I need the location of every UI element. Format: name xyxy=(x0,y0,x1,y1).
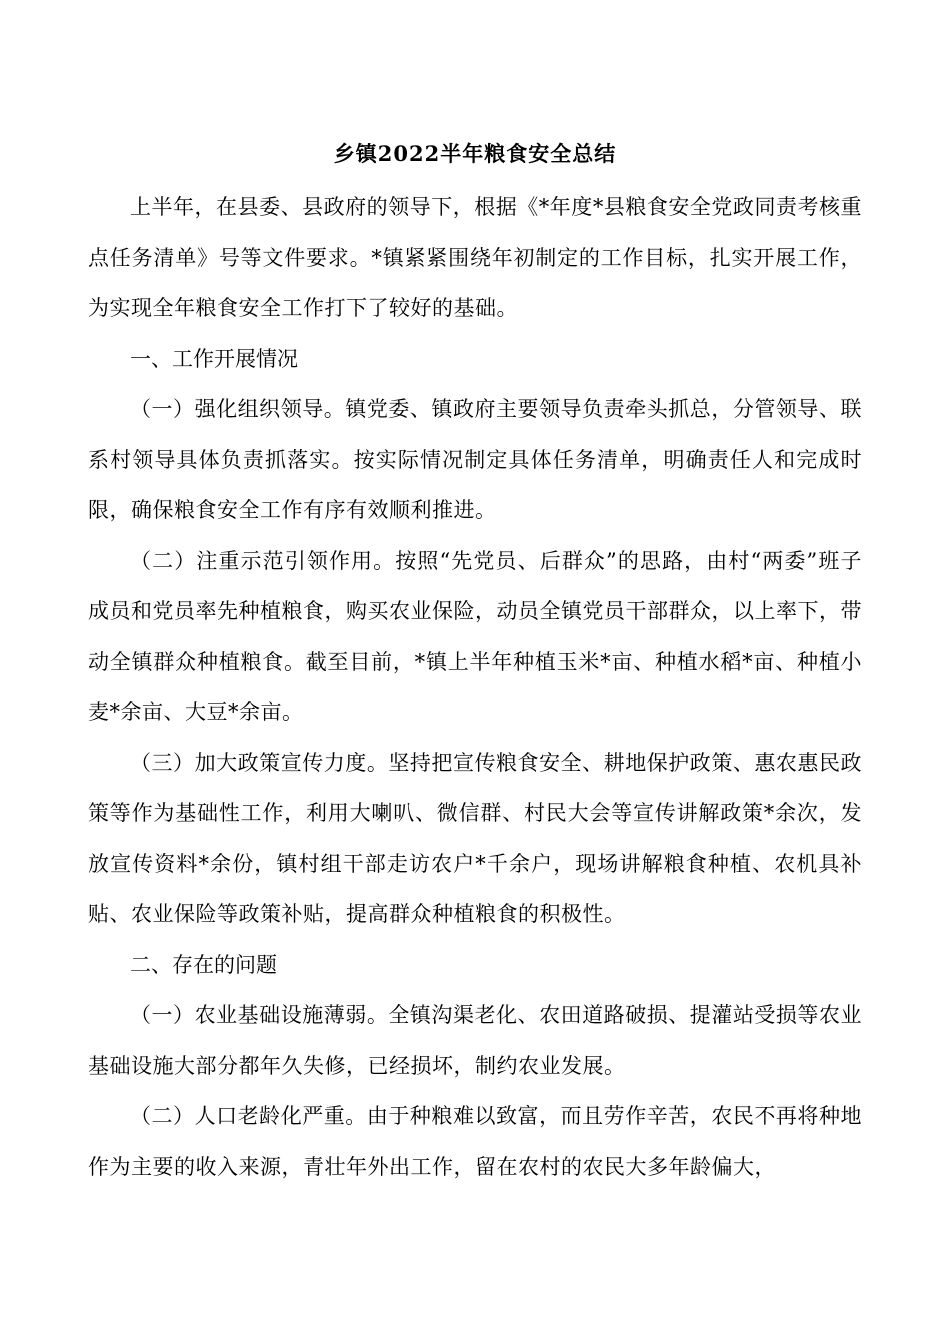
paragraph-organization-leadership: （一）强化组织领导。镇党委、镇政府主要领导负责牵头抓总，分管领导、联系村领导具体负责抓落实。按实际情况制定具体任务清单，明确责任人和完成时限，确保粮食安全工作有序有效顺利推进。 xyxy=(88,397,862,522)
paragraph-policy-publicity: （三）加大政策宣传力度。坚持把宣传粮食安全、耕地保护政策、惠农惠民政策等作为基础性工作，利用大喇叭、微信群、村民大会等宣传讲解政策*余次，发放宣传资料*余份，镇村组干部走访农户*千余户，现场讲解粮食种植、农机具补贴、农业保险等政策补贴，提高群众种植粮食的积极性。 xyxy=(88,750,862,926)
intro-paragraph: 上半年，在县委、县政府的领导下，根据《*年度*县粮食安全党政同责考核重点任务清单》号等文件要求。*镇紧紧围绕年初制定的工作目标，扎实开展工作，为实现全年粮食安全工作打下了较好的基础。 xyxy=(88,195,862,320)
document-page xyxy=(88,134,862,1192)
document-title: 乡镇2022半年粮食安全总结 xyxy=(333,141,617,166)
paragraph-weak-infrastructure: （一）农业基础设施薄弱。全镇沟渠老化、农田道路破损、提灌站受损等农业基础设施大部分都年久失修，已经损坏，制约农业发展。 xyxy=(88,1003,862,1078)
paragraph-aging-population: （二）人口老龄化严重。由于种粮难以致富，而且劳作辛苦，农民不再将种地作为主要的收入来源，青壮年外出工作，留在农村的农民大多年龄偏大， xyxy=(88,1104,862,1179)
paragraph-demonstration-role: （二）注重示范引领作用。按照“先党员、后群众”的思路，由村“两委”班子成员和党员率先种植粮食，购买农业保险，动员全镇党员干部群众，以上率下，带动全镇群众种植粮食。截至目前，*镇上半年种植玉米*亩、种植水稻*亩、种植小麦*余亩、大豆*余亩。 xyxy=(88,548,862,724)
section-heading-work-progress: 一、工作开展情况 xyxy=(130,346,298,371)
section-heading-problems: 二、存在的问题 xyxy=(130,952,277,977)
